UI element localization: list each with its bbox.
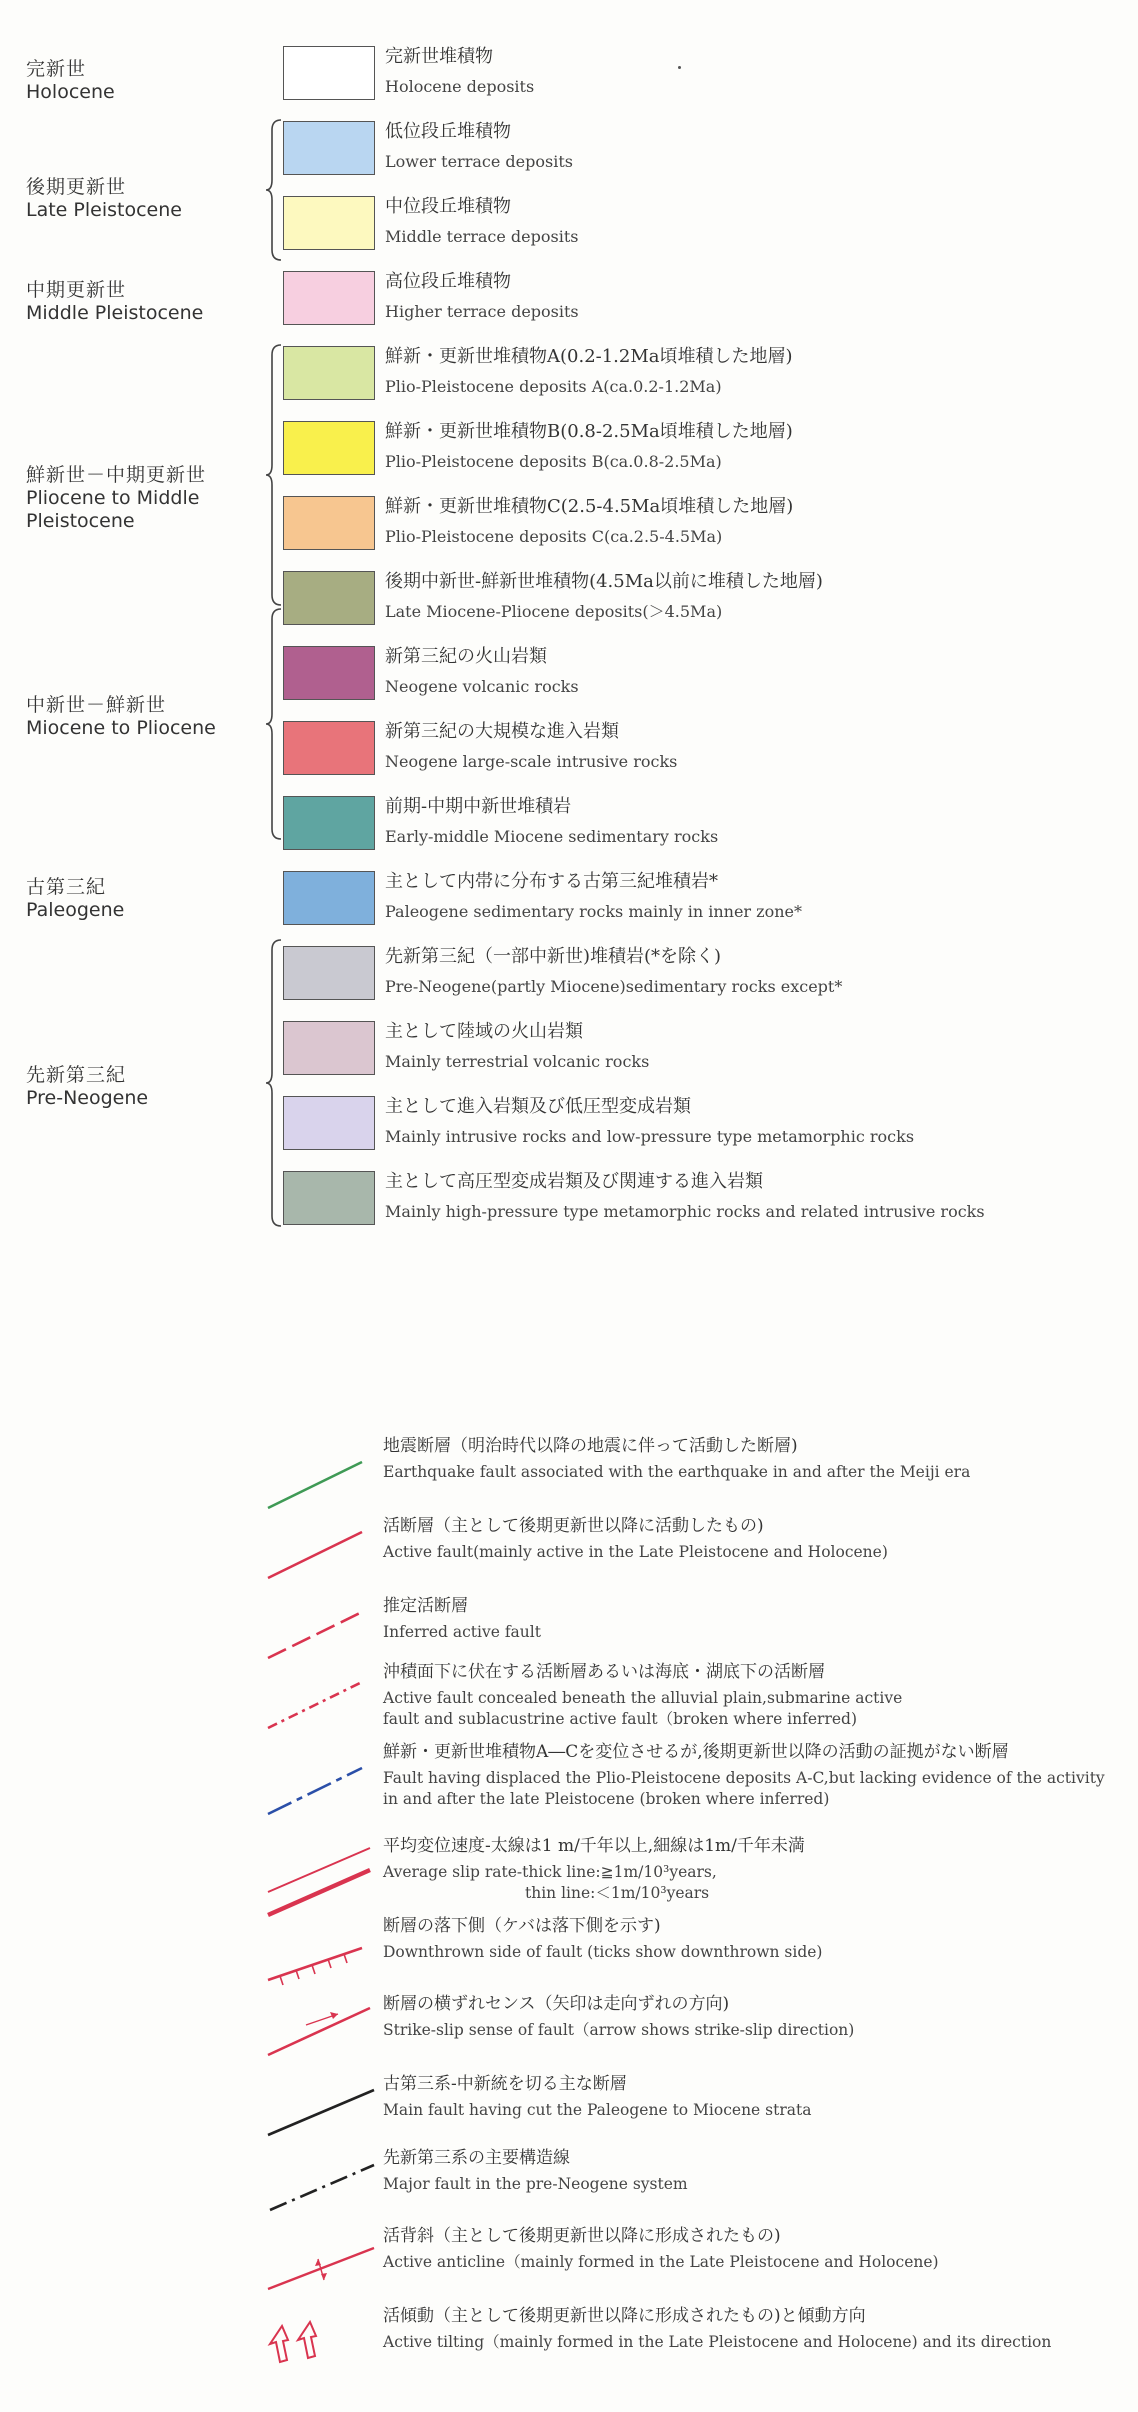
swatch-paleogene-sedimentary: [283, 871, 375, 925]
unit-en: Neogene volcanic rocks: [385, 677, 579, 696]
unit-label: [385, 1096, 914, 1148]
age-label-middle-pleistocene: [26, 279, 203, 325]
age-en: Pliocene to Middle Pleistocene: [26, 487, 200, 532]
earthquake-fault-line: [268, 1462, 362, 1508]
age-label-late-pleistocene: [26, 176, 182, 222]
symbol-jp: 活断層（主として後期更新世以降に活動したもの): [383, 1516, 764, 1536]
symbol-label: [383, 1742, 1105, 1809]
scan-speck: [678, 66, 681, 69]
downthrown-ticks-line: [268, 1948, 362, 1985]
symbol-en: fault and sublacustrine active fault（broken where inferred): [383, 1710, 857, 1728]
unit-jp: 主として陸域の火山岩類: [385, 1021, 583, 1042]
symbol-label: [383, 1994, 854, 2040]
age-label-pliocene-middle-pleistocene: [26, 464, 226, 533]
symbol-en: in and after the late Pleistocene (broken where inferred): [383, 1790, 830, 1808]
concealed-fault-dashed-line: [268, 1682, 362, 1728]
age-jp: 鮮新世－中期更新世: [26, 464, 207, 486]
unit-label: [385, 496, 793, 548]
unit-label: [385, 871, 802, 923]
symbol-jp: 断層の横ずれセンス（矢印は走向ずれの方向): [383, 1994, 730, 2014]
symbol-en: Active anticline（mainly formed in the Late Pleistocene and Holocene): [383, 2253, 939, 2271]
age-en: Holocene: [26, 81, 115, 103]
unit-label: [385, 121, 573, 173]
brace-pliocene-middle-pleistocene: [266, 343, 284, 607]
age-jp: 完新世: [26, 58, 87, 80]
unit-en: Neogene large-scale intrusive rocks: [385, 752, 678, 771]
swatch-neogene-intrusive: [283, 721, 375, 775]
symbol-label: [383, 1916, 822, 1962]
active-fault-line: [268, 1532, 362, 1578]
symbol-label: [383, 1436, 970, 1482]
age-label-paleogene: [26, 876, 124, 922]
age-jp: 先新第三紀: [26, 1064, 127, 1086]
age-en: Middle Pleistocene: [26, 302, 204, 324]
symbol-en: Average slip rate-thick line:≧1m/10³years,: [383, 1863, 717, 1881]
anticline-line: [268, 2248, 374, 2289]
unit-jp: 鮮新・更新世堆積物C(2.5-4.5Ma頃堆積した地層): [385, 496, 794, 517]
symbol-jp: 断層の落下側（ケバは落下側を示す): [383, 1916, 661, 1936]
unit-jp: 鮮新・更新世堆積物B(0.8-2.5Ma頃堆積した地層): [385, 421, 793, 442]
slip-rate-thin-line: [268, 1848, 370, 1892]
unit-jp: 高位段丘堆積物: [385, 271, 511, 292]
unit-label: [385, 571, 823, 623]
unit-label: [385, 271, 579, 323]
unit-label: [385, 946, 842, 998]
unit-label: [385, 721, 677, 773]
unit-en: Holocene deposits: [385, 77, 535, 96]
symbol-en: Fault having displaced the Plio-Pleistocene deposits A-C,but lacking evidence of the activity: [383, 1769, 1105, 1787]
symbol-label: [383, 2306, 1051, 2352]
symbol-en: Earthquake fault associated with the earthquake in and after the Meiji era: [383, 1463, 971, 1481]
unit-jp: 中位段丘堆積物: [385, 196, 511, 217]
unit-jp: 主として高圧型変成岩類及び関連する進入岩類: [385, 1171, 763, 1192]
unit-label: [385, 796, 718, 848]
fault-symbols: [262, 1440, 392, 2400]
unit-en: Pre-Neogene(partly Miocene)sedimentary rocks except*: [385, 977, 843, 996]
symbol-jp: 鮮新・更新世堆積物A―Cを変位させるが,後期更新世以降の活動の証拠がない断層: [383, 1742, 1009, 1762]
swatch-lower-terrace: [283, 121, 375, 175]
unit-jp: 鮮新・更新世堆積物A(0.2-1.2Ma頃堆積した地層): [385, 346, 793, 367]
symbol-en: Strike-slip sense of fault（arrow shows strike-slip direction): [383, 2021, 855, 2039]
main-fault-line: [268, 2090, 374, 2135]
unit-en: Plio-Pleistocene deposits B(ca.0.8-2.5Ma): [385, 452, 722, 471]
unit-en: Plio-Pleistocene deposits A(ca.0.2-1.2Ma): [385, 377, 722, 396]
unit-jp: 低位段丘堆積物: [385, 121, 511, 142]
symbol-jp: 地震断層（明治時代以降の地震に伴って活動した断層): [383, 1436, 798, 1456]
swatch-pre-neogene-sedimentary: [283, 946, 375, 1000]
strike-slip-arrow-line: [268, 2008, 370, 2055]
symbol-label: [383, 1662, 902, 1729]
unit-label: [385, 1171, 985, 1223]
unit-en: Paleogene sedimentary rocks mainly in inner zone*: [385, 902, 802, 921]
brace-pre-neogene: [266, 938, 284, 1228]
tilting-arrows: [270, 2322, 316, 2362]
unit-label: [385, 646, 579, 698]
unit-jp: 完新世堆積物: [385, 46, 493, 67]
swatch-high-pressure-metamorphic: [283, 1171, 375, 1225]
age-jp: 中新世－鮮新世: [26, 694, 167, 716]
unit-en: Mainly high-pressure type metamorphic rocks and related intrusive rocks: [385, 1202, 985, 1221]
symbol-en: Active fault concealed beneath the alluvial plain,submarine active: [383, 1689, 903, 1707]
inferred-fault-dashed-line: [268, 1612, 362, 1658]
unit-label: [385, 346, 793, 398]
symbol-label: [383, 1836, 805, 1903]
brace-late-pleistocene: [266, 118, 284, 262]
unit-jp: 主として内帯に分布する古第三紀堆積岩*: [385, 871, 718, 892]
unit-en: Middle terrace deposits: [385, 227, 579, 246]
age-label-holocene: [26, 58, 115, 104]
unit-label: [385, 46, 534, 98]
symbol-en: Main fault having cut the Paleogene to Miocene strata: [383, 2101, 812, 2119]
symbol-en: Downthrown side of fault (ticks show downthrown side): [383, 1943, 823, 1961]
unit-en: Mainly terrestrial volcanic rocks: [385, 1052, 650, 1071]
swatch-low-pressure-metamorphic: [283, 1096, 375, 1150]
swatch-plio-pleistocene-b: [283, 421, 375, 475]
symbol-en: Active tilting（mainly formed in the Late Pleistocene and Holocene) and its direction: [383, 2333, 1052, 2351]
symbol-jp: 平均変位速度-太線は1 m/千年以上,細線は1m/千年未満: [383, 1836, 805, 1856]
unit-en: Higher terrace deposits: [385, 302, 579, 321]
unit-jp: 後期中新世-鮮新世堆積物(4.5Ma以前に堆積した地層): [385, 571, 823, 592]
unit-label: [385, 421, 793, 473]
brace-miocene-pliocene: [266, 607, 284, 841]
swatch-holocene-deposits: [283, 46, 375, 100]
age-label-miocene-pliocene: [26, 694, 216, 740]
unit-label: [385, 196, 578, 248]
symbol-jp: 活傾動（主として後期更新世以降に形成されたもの)と傾動方向: [383, 2306, 866, 2326]
swatch-neogene-volcanic: [283, 646, 375, 700]
age-jp: 中期更新世: [26, 279, 127, 301]
symbol-label: [383, 2226, 939, 2272]
symbol-jp: 推定活断層: [383, 1596, 468, 1616]
unit-jp: 前期-中期中新世堆積岩: [385, 796, 572, 817]
major-tectonic-line: [270, 2165, 374, 2210]
age-en: Miocene to Pliocene: [26, 717, 216, 739]
symbol-label: [383, 1516, 888, 1562]
swatch-late-miocene-pliocene: [283, 571, 375, 625]
symbol-en: thin line:＜1m/10³years: [525, 1884, 710, 1902]
age-label-pre-neogene: [26, 1064, 148, 1110]
age-jp: 後期更新世: [26, 176, 127, 198]
swatch-higher-terrace: [283, 271, 375, 325]
unit-jp: 先新第三紀（一部中新世)堆積岩(*を除く): [385, 946, 722, 967]
symbol-en: Inferred active fault: [383, 1623, 541, 1641]
symbol-jp: 古第三系-中新統を切る主な断層: [383, 2074, 627, 2094]
age-en: Late Pleistocene: [26, 199, 182, 221]
symbol-label: [383, 1596, 541, 1642]
age-en: Paleogene: [26, 899, 125, 921]
symbol-jp: 先新第三系の主要構造線: [383, 2148, 570, 2168]
unit-en: Lower terrace deposits: [385, 152, 573, 171]
symbol-jp: 活背斜（主として後期更新世以降に形成されたもの): [383, 2226, 781, 2246]
age-en: Pre-Neogene: [26, 1087, 149, 1109]
symbol-en: Major fault in the pre-Neogene system: [383, 2175, 688, 2193]
plio-pleistocene-fault-line: [268, 1768, 362, 1814]
swatch-plio-pleistocene-c: [283, 496, 375, 550]
unit-en: Early-middle Miocene sedimentary rocks: [385, 827, 719, 846]
swatch-plio-pleistocene-a: [283, 346, 375, 400]
unit-en: Plio-Pleistocene deposits C(ca.2.5-4.5Ma): [385, 527, 723, 546]
swatch-early-middle-miocene: [283, 796, 375, 850]
unit-label: [385, 1021, 649, 1073]
unit-jp: 主として進入岩類及び低圧型変成岩類: [385, 1096, 691, 1117]
swatch-terrestrial-volcanic: [283, 1021, 375, 1075]
age-jp: 古第三紀: [26, 876, 107, 898]
slip-rate-thick-line: [268, 1870, 370, 1915]
unit-en: Mainly intrusive rocks and low-pressure type metamorphic rocks: [385, 1127, 915, 1146]
unit-en: Late Miocene-Pliocene deposits(＞4.5Ma): [385, 602, 723, 621]
swatch-middle-terrace: [283, 196, 375, 250]
symbol-en: Active fault(mainly active in the Late Pleistocene and Holocene): [383, 1543, 888, 1561]
symbol-jp: 沖積面下に伏在する活断層あるいは海底・湖底下の活断層: [383, 1662, 825, 1682]
symbol-label: [383, 2148, 688, 2194]
unit-jp: 新第三紀の火山岩類: [385, 646, 547, 667]
symbol-label: [383, 2074, 811, 2120]
unit-jp: 新第三紀の大規模な進入岩類: [385, 721, 619, 742]
